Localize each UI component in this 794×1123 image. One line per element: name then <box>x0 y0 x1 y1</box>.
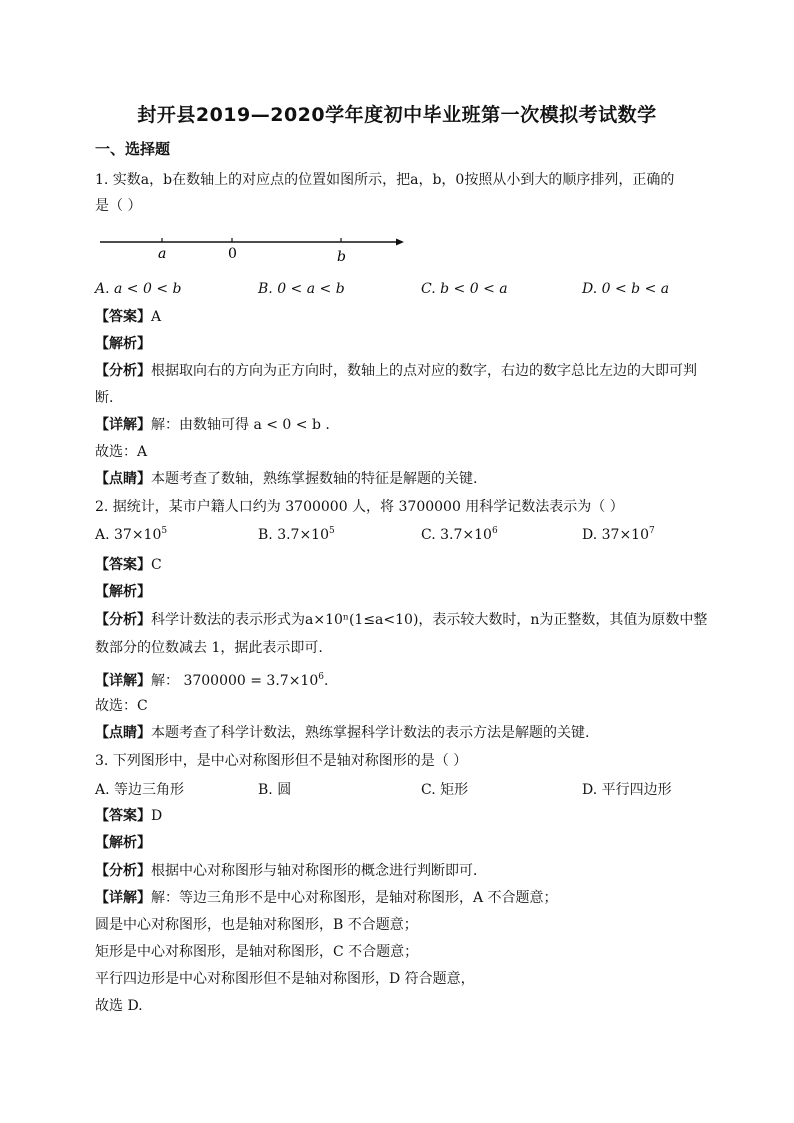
review-tag: 【点睛】 <box>95 471 151 487</box>
q3-answer: D <box>151 808 163 824</box>
q3-option-d: D. 平行四边形 <box>582 782 672 798</box>
answer-tag: 【答案】 <box>95 309 151 325</box>
q2-analysis-line2: 数部分的位数减去 1，据此表示即可. <box>95 640 323 656</box>
detail-tag: 【详解】 <box>95 673 151 689</box>
label-0: 0 <box>228 246 237 262</box>
number-line-arrow <box>396 239 404 246</box>
q1-analysis-line2: 断. <box>95 390 114 406</box>
q1-answer-row <box>95 307 161 327</box>
detail-tag: 【详解】 <box>95 890 151 906</box>
q2-option-c: C. $3.7\times 10^6$ <box>421 526 498 543</box>
q2-option-a: A. $37\times 10^5$ <box>95 526 168 543</box>
q3-analysis-row <box>95 861 487 881</box>
answer-tag: 【答案】 <box>95 557 151 573</box>
q2-analysis-line1 <box>95 610 707 630</box>
q1-analysis-text1: 根据取向右的方向为正方向时，数轴上的点对应的数字，右边的数字总比左边的大即可判 <box>151 363 697 379</box>
q2-option-b: B. $3.7\times 10^5$ <box>258 526 335 543</box>
q1-detail-row <box>95 415 330 435</box>
q1-review: 本题考查了数轴，熟练掌握数轴的特征是解题的关键. <box>151 471 478 487</box>
analysis-tag: 【分析】 <box>95 612 151 628</box>
q2-detail-post: . <box>323 673 329 689</box>
review-tag: 【点睛】 <box>95 725 151 741</box>
q1-answer: A <box>151 309 162 325</box>
label-b: b <box>337 249 346 265</box>
number-line-figure <box>100 228 410 268</box>
q2-choose: 故选：C <box>95 698 148 714</box>
q3-choose: 故选 D. <box>95 998 143 1014</box>
q1-review-row <box>95 469 477 489</box>
q1-option-d: D. 0 < b < a <box>582 281 670 297</box>
q1-option-a: A. a < 0 < b <box>95 281 182 297</box>
q3-detail-line3: 矩形是中心对称图形，是轴对称图形，C 不合题意； <box>95 944 419 960</box>
q3-option-c: C. 矩形 <box>421 782 469 798</box>
q1-detail: 解：由数轴可得 a < 0 < b . <box>151 417 330 433</box>
q3-option-b: B. 圆 <box>258 782 292 798</box>
answer-tag: 【答案】 <box>95 808 151 824</box>
q2-option-d: D. $37\times 10^7$ <box>582 526 655 543</box>
q2-review-row <box>95 723 589 743</box>
q2-detail-row <box>95 667 328 691</box>
q1-option-b: B. 0 < a < b <box>258 281 345 297</box>
q2-answer-row <box>95 555 162 575</box>
q3-answer-row <box>95 806 162 826</box>
q3-detail-line2: 圆是中心对称图形，也是轴对称图形，B 不合题意； <box>95 917 418 933</box>
q2-analysis-text1: 科学计数法的表示形式为a×10ⁿ(1≤a<10)，表示较大数时，n为正整数，其值为原数中整 <box>151 612 708 628</box>
q1-choose: 故选：A <box>95 444 148 460</box>
q1-analysis-line1 <box>95 361 697 381</box>
q1-jiexi-tag: 【解析】 <box>95 336 151 352</box>
analysis-tag: 【分析】 <box>95 363 151 379</box>
q3-detail-line1 <box>95 888 558 908</box>
q3-option-a: A. 等边三角形 <box>95 782 185 798</box>
label-a: a <box>158 246 167 262</box>
document-title: 封开县2019—2020学年度初中毕业班第一次模拟考试数学 <box>137 104 657 126</box>
q2-review: 本题考查了科学计数法，熟练掌握科学计数法的表示方法是解题的关键. <box>151 725 590 741</box>
q3-detail-text1: 解：等边三角形不是中心对称图形，是轴对称图形，A 不合题意； <box>151 890 558 906</box>
q3-analysis-text: 根据中心对称图形与轴对称图形的概念进行判断即可． <box>151 863 487 879</box>
q1-stem-line1: 1. 实数a，b在数轴上的对应点的位置如图所示，把a，b，0按照从小到大的顺序排列，正确的 <box>95 172 675 188</box>
section-heading: 一、选择题 <box>95 140 171 158</box>
q2-answer: C <box>151 557 162 573</box>
q1-stem-line2: 是（ ） <box>95 198 142 214</box>
q2-jiexi-tag: 【解析】 <box>95 584 151 600</box>
analysis-tag: 【分析】 <box>95 863 151 879</box>
q3-jiexi-tag: 【解析】 <box>95 835 151 851</box>
q2-stem: 2. 据统计，某市户籍人口约为 3700000 人，将 3700000 用科学记数法表示为（ ） <box>95 499 624 515</box>
q3-stem: 3. 下列图形中，是中心对称图形但不是轴对称图形的是（ ） <box>95 753 468 769</box>
detail-tag: 【详解】 <box>95 417 151 433</box>
q3-detail-line4: 平行四边形是中心对称图形但不是轴对称图形，D 符合题意， <box>95 971 475 987</box>
q2-detail-pre: 解： 3700000 = 3.7×10 <box>151 673 319 689</box>
q1-option-c: C. b < 0 < a <box>421 281 508 297</box>
q2-detail-exp: 6 <box>318 672 324 682</box>
